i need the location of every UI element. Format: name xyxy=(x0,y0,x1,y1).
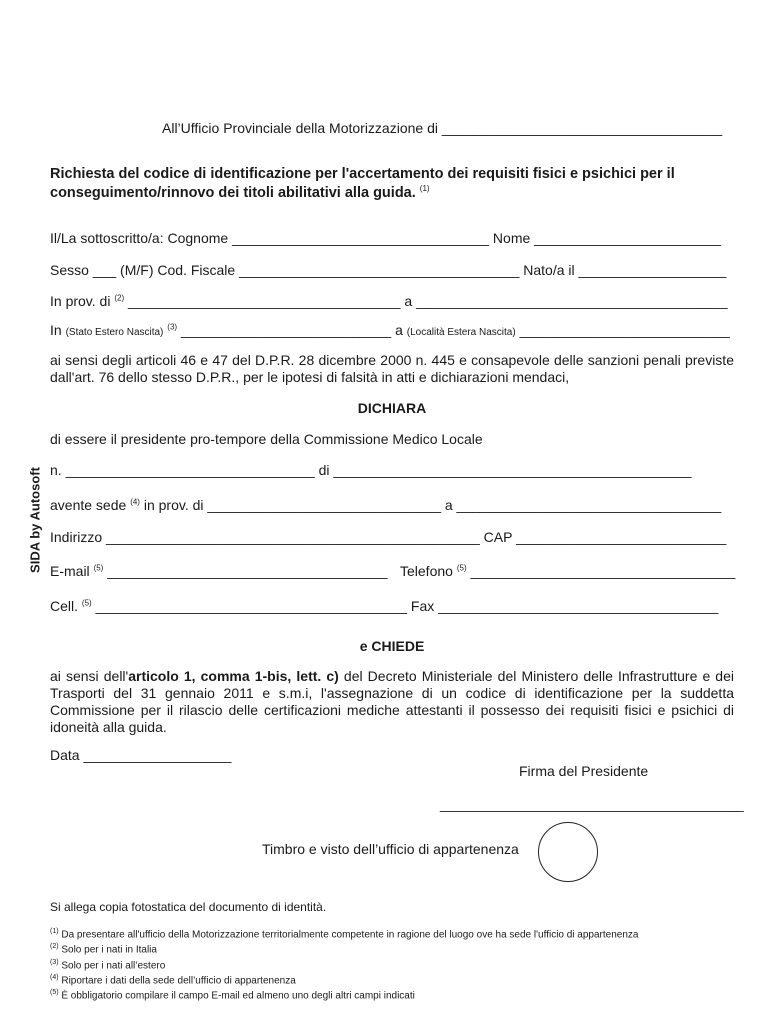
title-line-1: Richiesta del codice di identificazione per l'accertamento dei requisiti fisici e psichici per il xyxy=(50,166,675,182)
side-watermark: SIDA by Autosoft xyxy=(27,467,43,573)
footnote-4: $^{(4)}$ Riportare i dati della sede dell’ufficio di appartenenza xyxy=(50,973,296,987)
request-pre: ai sensi dell' xyxy=(50,668,129,684)
sede-note: (4) xyxy=(130,497,140,507)
presidente-text: di essere il presidente pro-tempore della Commissione Medico Locale xyxy=(50,431,483,447)
stato-line: ___________________________ a xyxy=(180,322,403,338)
prov-nascita-field[interactable] xyxy=(50,293,728,309)
email-note: (5) xyxy=(93,563,104,573)
telefono-note: (5) xyxy=(456,563,467,573)
footnote-5: $^{(5)}$ È obbligatorio compilare il campo E-mail ed almeno uno degli altri campi indicati xyxy=(50,989,415,1002)
office-line: All’Ufficio Provinciale della Motorizzazione di ____________________________________ xyxy=(162,120,723,136)
email-line: ____________________________________ xyxy=(107,563,388,579)
title-note: (1) xyxy=(419,184,430,193)
dichiara-heading: DICHIARA xyxy=(357,400,427,416)
title-line-2: conseguimento/rinnovo dei titoli abilitativi alla guida. xyxy=(50,184,416,201)
prov-line: ___________________________________ a ________________________________________ xyxy=(128,293,728,309)
footnotes xyxy=(50,926,638,1003)
footnote-2: $^{(2)}$ Solo per i nati in Italia xyxy=(50,943,157,956)
sede-line: in prov. di ______________________________ a __________________________________ xyxy=(143,497,722,513)
form-title xyxy=(50,166,734,201)
localita-estera-label: (Località Estera Nascita) xyxy=(406,327,516,338)
in-label: In xyxy=(50,322,62,338)
footnote-3: $^{(3)}$ Solo per i nati all’estero xyxy=(50,958,166,971)
prov-label: In prov. di xyxy=(50,293,111,309)
allega-text: Si allega copia fotostatica del documento di identità. xyxy=(50,900,327,914)
indirizzo-field[interactable]: Indirizzo ________________________________________________ CAP ___________________________ xyxy=(50,529,727,545)
cognome-nome-field[interactable]: Il/La sottoscritto/a: Cognome _________________________________ Nome ________________________ xyxy=(50,230,722,246)
telefono-field[interactable] xyxy=(400,563,735,579)
stato-note: (3) xyxy=(167,322,178,332)
cell-fax-field[interactable] xyxy=(50,598,718,614)
request-post: del Decreto Ministeriale del Ministero delle Infrastrutture e dei Trasporti del 31 gennaio 2011 e s.m.i, l'assegnazione di un codice di identificazione per la suddetta Commissione per il rilascio delle certificazioni mediche attestanti il possesso dei requisiti fisici e psichici di idoneità alla guida. xyxy=(50,668,734,735)
data-field[interactable]: Data ___________________ xyxy=(50,747,232,763)
chiede-heading: e CHIEDE xyxy=(359,638,425,654)
stato-estero-label: (Stato Estero Nascita) xyxy=(65,327,164,338)
telefono-label: Telefono xyxy=(400,563,453,579)
cell-label: Cell. xyxy=(50,598,79,614)
email-field[interactable] xyxy=(50,563,388,579)
localita-line: ___________________________ xyxy=(519,322,730,338)
sede-field[interactable] xyxy=(50,497,721,513)
ai-sensi-paragraph: ai sensi degli articoli 46 e 47 del D.P.R. 28 dicembre 2000 n. 445 e consapevole delle sanzioni penali previste dall'art. 76 dello stesso D.P.R., per le ipotesi di falsità in atti e dichiarazioni mendaci, xyxy=(50,352,734,385)
request-article: articolo 1, comma 1-bis, lett. c) xyxy=(128,668,339,684)
commission-number-field[interactable]: n. ________________________________ di ______________________________________________ xyxy=(50,462,692,478)
prov-note: (2) xyxy=(114,293,125,303)
estero-field[interactable] xyxy=(50,322,730,338)
sesso-cf-field[interactable]: Sesso ___ (M/F) Cod. Fiscale ____________________________________ Nato/a il ___________________ xyxy=(50,262,727,278)
stamp-circle xyxy=(538,822,598,882)
footnote-1: $^{(1)}$ Da presentare all'ufficio della Motorizzazione territorialmente competente in ragione del luogo ove ha sede l'ufficio di appartenenza xyxy=(50,928,639,941)
timbro-label: Timbro e visto dell’ufficio di appartenenza xyxy=(262,841,519,857)
cell-fax-line: ________________________________________ Fax ____________________________________ xyxy=(95,598,719,614)
email-label: E-mail xyxy=(50,563,90,579)
firma-label: Firma del Presidente xyxy=(519,763,649,779)
sede-label: avente sede xyxy=(50,497,127,513)
firma-line[interactable]: _______________________________________ xyxy=(440,796,744,812)
telefono-line: __________________________________ xyxy=(470,563,736,579)
request-paragraph xyxy=(50,668,734,736)
cell-note: (5) xyxy=(81,598,92,608)
